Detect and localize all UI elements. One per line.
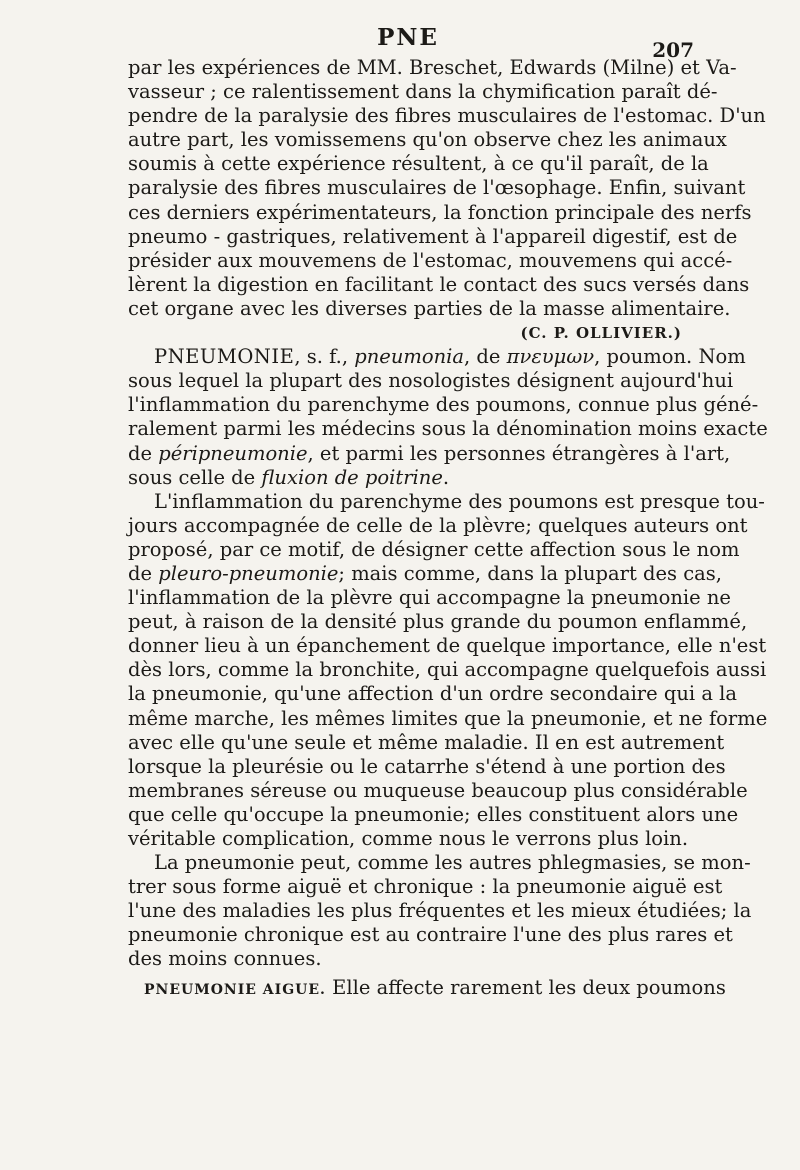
latin-term: pneumonia — [354, 345, 465, 369]
text-line: véritable complication, comme nous le verrons plus loin. — [128, 827, 689, 850]
author-signature: (C. P. OLLIVIER.) — [520, 324, 682, 343]
entry-first-line: PNEUMONIE, s. f., pneumonia, de πνευμων, poumon. Nom — [154, 345, 746, 369]
subsection-label: PNEUMONIE AIGUE. — [144, 981, 326, 998]
text-line: donner lieu à un épanchement de quelque importance, elle n'est — [128, 634, 767, 658]
text-line: sous celle de fluxion de poitrine. — [128, 465, 450, 489]
text-line: soumis à cette expérience résultent, à ce qu'il paraît, de la — [128, 152, 709, 176]
text-line: lèrent la digestion en facilitant le contact des sucs versés dans — [128, 272, 750, 296]
text-line: la pneumonie, qu'une affection d'un ordre secondaire qui a la — [128, 682, 738, 706]
text-line: ralement parmi les médecins sous la dénomination moins exacte — [128, 417, 768, 441]
entry-pneumonie — [128, 345, 768, 490]
text-line: cet organe avec les diverses parties de la masse alimentaire. — [128, 296, 731, 320]
text-line: de péripneumonie, et parmi les personnes étrangères à l'art, — [128, 441, 731, 465]
book-page — [128, 22, 768, 1000]
text-line: L'inflammation du parenchyme des poumons est presque tou- — [154, 489, 765, 513]
text-line: lorsque la pleurésie ou le catarrhe s'étend à une portion des — [128, 754, 726, 778]
paragraph-1 — [128, 56, 766, 321]
text-line: La pneumonie peut, comme les autres phlegmasies, se mon- — [154, 851, 751, 875]
paragraph-3 — [128, 489, 768, 851]
text-line: jours accompagnée de celle de la plèvre; quelques auteurs ont — [128, 513, 748, 537]
running-head-title: PNE — [377, 24, 439, 51]
greek-term: πνευμων — [506, 345, 595, 369]
text-line: dès lors, comme la bronchite, qui accompagne quelquefois aussi — [128, 658, 767, 682]
text-line: avec elle qu'une seule et même maladie. Il en est autrement — [128, 730, 725, 754]
text-line: ces derniers expérimentateurs, la fonction principale des nerfs — [128, 200, 752, 224]
text-line: sous lequel la plupart des nosologistes désignent aujourd'hui — [128, 369, 734, 393]
text-line: l'inflammation du parenchyme des poumons, connue plus géné- — [128, 393, 759, 417]
text-line: l'une des maladies les plus fréquentes et les mieux étudiées; la — [128, 899, 752, 923]
text-line: pneumonie chronique est au contraire l'une des plus rares et — [128, 923, 733, 947]
text-line: vasseur ; ce ralentissement dans la chymification paraît dé- — [128, 80, 718, 104]
text-line: par les expériences de MM. Breschet, Edwards (Milne) et Va- — [128, 56, 737, 79]
page-number: 207 — [652, 38, 694, 62]
text-line: des moins connues. — [128, 947, 322, 971]
text-line: peut, à raison de la densité plus grande du poumon enflammé, — [128, 610, 748, 634]
text-line: même marche, les mêmes limites que la pneumonie, et ne forme — [128, 706, 768, 730]
running-head — [128, 22, 694, 62]
text-line: pneumo - gastriques, relativement à l'appareil digestif, est de — [128, 224, 738, 248]
text-line: de pleuro-pneumonie; mais comme, dans la plupart des cas, — [128, 561, 722, 585]
subsection-line: PNEUMONIE AIGUE. Elle affecte rarement les deux poumons — [144, 975, 726, 999]
text-line: proposé, par ce motif, de désigner cette affection sous le nom — [128, 537, 740, 561]
text-line: présider aux mouvemens de l'estomac, mouvemens qui accé- — [128, 248, 733, 272]
text-line: paralysie des fibres musculaires de l'œsophage. Enfin, suivant — [128, 176, 746, 200]
paragraph-4 — [128, 851, 752, 971]
text-line: pendre de la paralysie des fibres musculaires de l'estomac. D'un — [128, 104, 766, 128]
text-line: autre part, les vomissemens qu'on observe chez les animaux — [128, 128, 727, 152]
text-line: l'inflammation de la plèvre qui accompagne la pneumonie ne — [128, 586, 731, 610]
text-line: que celle qu'occupe la pneumonie; elles constituent alors une — [128, 802, 739, 826]
text-line: membranes séreuse ou muqueuse beaucoup plus considérable — [128, 778, 748, 802]
text-line: trer sous forme aiguë et chronique : la pneumonie aiguë est — [128, 875, 723, 899]
entry-headword: PNEUMONIE — [154, 345, 295, 369]
